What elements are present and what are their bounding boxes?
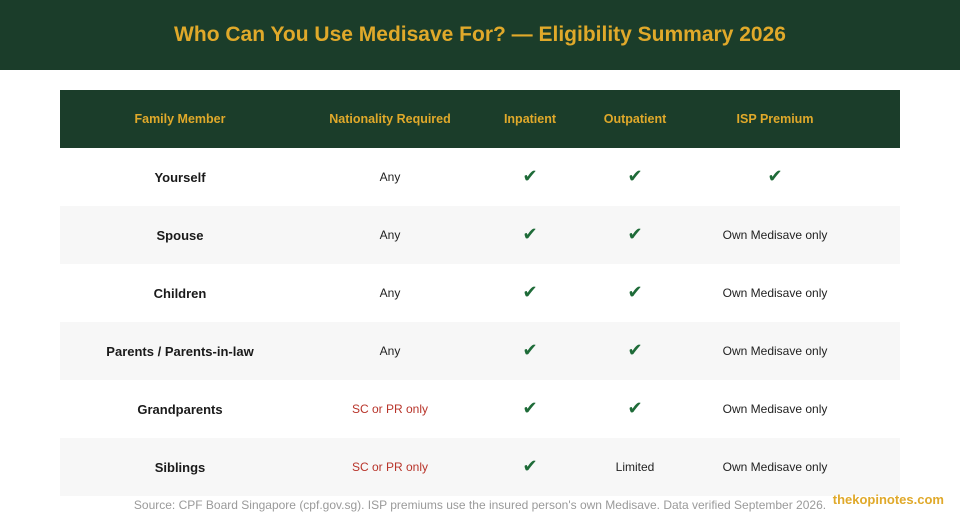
table-row (60, 322, 900, 380)
isp-premium-cell: Own Medisave only (722, 402, 828, 416)
family-member-cell: Spouse (156, 227, 204, 243)
isp-premium-cell: Own Medisave only (722, 344, 828, 358)
family-member-cell: Siblings (154, 459, 206, 475)
nationality-cell: SC or PR only (351, 402, 429, 416)
outpatient-check-icon: ✔ (627, 340, 643, 361)
nationality-cell: Any (379, 228, 401, 242)
outpatient-check-icon: ✔ (627, 398, 643, 419)
isp-premium-cell: Own Medisave only (722, 286, 828, 300)
family-member-cell: Grandparents (137, 401, 223, 417)
family-member-cell: Parents / Parents-in-law (106, 343, 254, 359)
title-banner (0, 0, 960, 70)
nationality-cell: Any (379, 344, 401, 358)
isp-premium-cell: Own Medisave only (722, 460, 828, 474)
inpatient-check-icon: ✔ (522, 166, 538, 187)
table-header (60, 90, 900, 148)
nationality-cell: Any (379, 170, 401, 184)
table-row (60, 148, 900, 206)
table-row (60, 206, 900, 264)
column-header-inpatient: Inpatient (503, 112, 557, 126)
inpatient-check-icon: ✔ (522, 224, 538, 245)
nationality-cell: Any (379, 286, 401, 300)
eligibility-table (60, 90, 900, 496)
nationality-cell: SC or PR only (351, 460, 429, 474)
isp-premium-cell: Own Medisave only (722, 228, 828, 242)
column-header-outpatient: Outpatient (603, 112, 667, 126)
table-row (60, 380, 900, 438)
table-row (60, 264, 900, 322)
outpatient-cell: Limited (615, 460, 655, 474)
inpatient-check-icon: ✔ (522, 282, 538, 303)
family-member-cell: Yourself (154, 169, 206, 185)
column-header-isp-premium: ISP Premium (736, 112, 814, 126)
outpatient-check-icon: ✔ (627, 166, 643, 187)
inpatient-check-icon: ✔ (522, 398, 538, 419)
outpatient-check-icon: ✔ (627, 282, 643, 303)
brand-watermark: thekopinotes.com (832, 492, 944, 507)
table-body (60, 148, 900, 496)
isp-check-icon: ✔ (767, 166, 783, 187)
source-note: Source: CPF Board Singapore (cpf.gov.sg). ISP premiums use the insured person's own Medisave. Data verified September 2026. (133, 498, 827, 512)
inpatient-check-icon: ✔ (522, 456, 538, 477)
inpatient-check-icon: ✔ (522, 340, 538, 361)
column-header-family-member: Family Member (134, 112, 226, 126)
page-title: Who Can You Use Medisave For? — Eligibility Summary 2026 (174, 23, 786, 46)
outpatient-check-icon: ✔ (627, 224, 643, 245)
family-member-cell: Children (153, 285, 207, 301)
table-row (60, 438, 900, 496)
column-header-nationality: Nationality Required (329, 112, 451, 126)
